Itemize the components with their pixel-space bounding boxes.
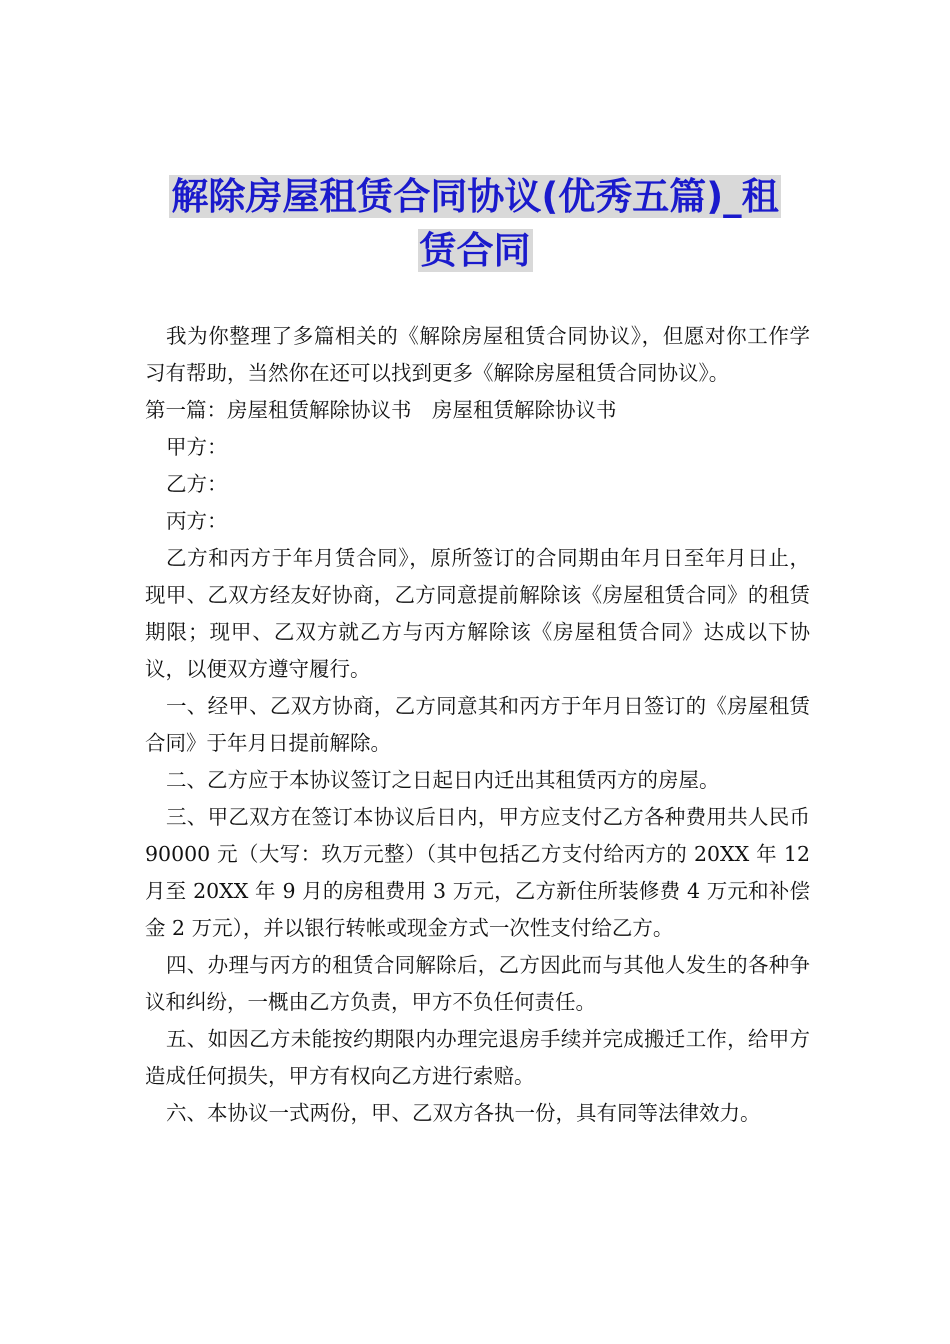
- intro-paragraph: 我为你整理了多篇相关的《解除房屋租赁合同协议》，但愿对你工作学习有帮助，当然你在还可以找到更多《解除房屋租赁合同协议》。: [145, 324, 810, 385]
- party-b-line: 乙方：: [166, 472, 228, 496]
- clause-3: 三、甲乙双方在签订本协议后日内，甲方应支付乙方各种费用共人民币 90000 元（大写：玖万元整）（其中包括乙方支付给丙方的 20XX 年 12 月至 20XX 年 9 月的房租费用 3 万元，乙方新住所装修费 4 万元和补偿金 2 万元），并以银行转帐或现金方式一次性支付给乙方。: [145, 805, 810, 940]
- document-body: [145, 318, 810, 1132]
- party-c-line: 丙方：: [166, 509, 228, 533]
- title-line-2: 赁合同: [419, 229, 531, 272]
- clause-6: 六、本协议一式两份，甲、乙双方各执一份，具有同等法律效力。: [166, 1101, 761, 1125]
- preamble-paragraph: 乙方和丙方于年月赁合同》，原所签订的合同期由年月日至年月日止，现甲、乙双方经友好协商，乙方同意提前解除该《房屋租赁合同》的租赁期限；现甲、乙双方就乙方与丙方解除该《房屋租赁合同》达成以下协议，以便双方遵守履行。: [145, 546, 810, 681]
- party-a-line: 甲方：: [166, 435, 228, 459]
- clause-4: 四、办理与丙方的租赁合同解除后，乙方因此而与其他人发生的各种争议和纠纷，一概由乙方负责，甲方不负任何责任。: [145, 953, 810, 1014]
- clause-2: 二、乙方应于本协议签订之日起日内迁出其租赁丙方的房屋。: [166, 768, 720, 792]
- clause-1: 一、经甲、乙双方协商，乙方同意其和丙方于年月日签订的《房屋租赁合同》于年月日提前解除。: [145, 694, 810, 755]
- title-line-1: 解除房屋租赁合同协议(优秀五篇)_租: [171, 175, 779, 218]
- section-heading: 第一篇：房屋租赁解除协议书 房屋租赁解除协议书: [145, 398, 617, 422]
- document-title: [140, 170, 810, 278]
- clause-5: 五、如因乙方未能按约期限内办理完退房手续并完成搬迁工作，给甲方造成任何损失，甲方有权向乙方进行索赔。: [145, 1027, 810, 1088]
